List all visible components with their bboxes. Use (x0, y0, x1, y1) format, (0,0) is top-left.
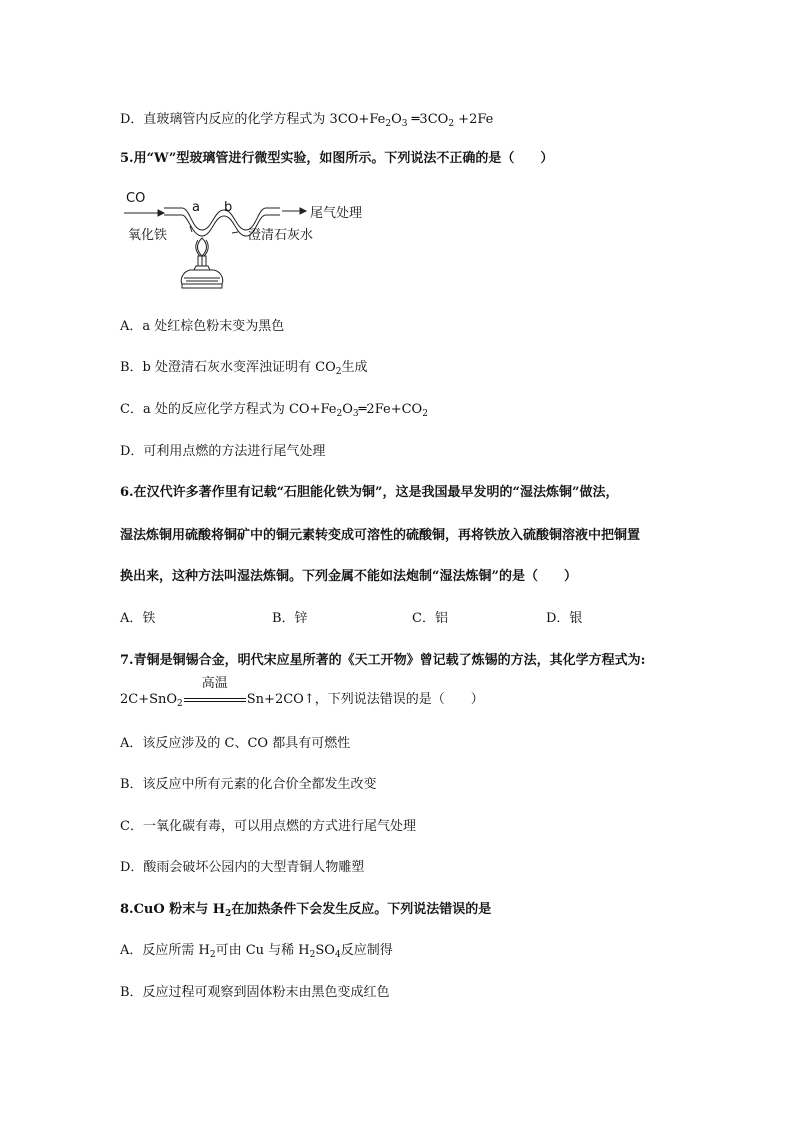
question-5: 5.用“W”型玻璃管进行微型实验，如图所示。下列说法不正确的是（ ） (120, 151, 554, 166)
q6-option-c: C．铝 (412, 611, 448, 626)
point-b-label: b (224, 200, 233, 215)
q6-option-d: D．银 (546, 611, 583, 626)
q8-option-a: A．反应所需 $H_2$可由 Cu 与稀 $H_2SO_4$反应制得 (120, 943, 393, 960)
q5-option-b: B．b 处澄清石灰水变浑浊证明有 $CO_2$生成 (120, 360, 368, 377)
tail-gas-label: 尾气处理 (310, 206, 363, 221)
w-tube-diagram (120, 188, 370, 298)
limewater-label: 澄清石灰水 (248, 228, 314, 243)
q7-option-d: D．酸雨会破坏公园内的大型青铜人物雕塑 (120, 860, 365, 875)
question-6-line-1: 6.在汉代许多著作里有记载“石胆能化铁为铜”，这是我国最早发明的“湿法炼铜”做法， (120, 485, 619, 500)
q5-option-a: A．a 处红棕色粉末变为黑色 (120, 319, 285, 334)
question-7-line-1: 7.青铜是铜锡合金，明代宋应星所著的《天工开物》曾记载了炼锡的方法，其化学方程式为: (120, 653, 646, 668)
question-6-line-3: 换出来，这种方法叫湿法炼铜。下列金属不能如法炮制“湿法炼铜”的是（ ） (120, 569, 577, 584)
question-8: 8.CuO 粉末与 $H_2$在加热条件下会发生反应。下列说法错误的是 (120, 902, 492, 919)
q8-option-b: B．反应过程可观察到固体粉末由黑色变成红色 (120, 985, 390, 1000)
co-label: CO (126, 191, 146, 206)
q6-option-b: B．锌 (272, 611, 308, 626)
iron-oxide-label: 氧化铁 (128, 228, 168, 243)
q7-option-a: A．该反应涉及的 C、CO 都具有可燃性 (120, 736, 351, 751)
question-6-line-2: 湿法炼铜用硫酸将铜矿中的铜元素转变成可溶性的硫酸铜，再将铁放入硫酸铜溶液中把铜置 (120, 528, 641, 543)
q7-option-c: C．一氧化碳有毒，可以用点燃的方式进行尾气处理 (120, 819, 416, 834)
reaction-condition: 高温 (183, 691, 247, 709)
q5-option-d: D．可利用点燃的方法进行尾气处理 (120, 444, 326, 459)
option-d-prev: D．直玻璃管内反应的化学方程式为 $3CO+Fe_2O_3$ $═3CO_2 +2Fe$ (120, 112, 494, 129)
q6-option-a: A．铁 (120, 611, 156, 626)
q5-option-c: C．a 处的反应化学方程式为 $CO+Fe_2O_3═2Fe+CO_2$ (120, 402, 428, 419)
point-a-label: a (192, 200, 200, 215)
q6-options (120, 610, 640, 628)
q7-option-b: B．该反应中所有元素的化合价全都发生改变 (120, 777, 377, 792)
question-7-equation: 2C+SnO$_2$ 高温 Sn+2CO↑，下列说法错误的是（ ） (120, 676, 484, 709)
